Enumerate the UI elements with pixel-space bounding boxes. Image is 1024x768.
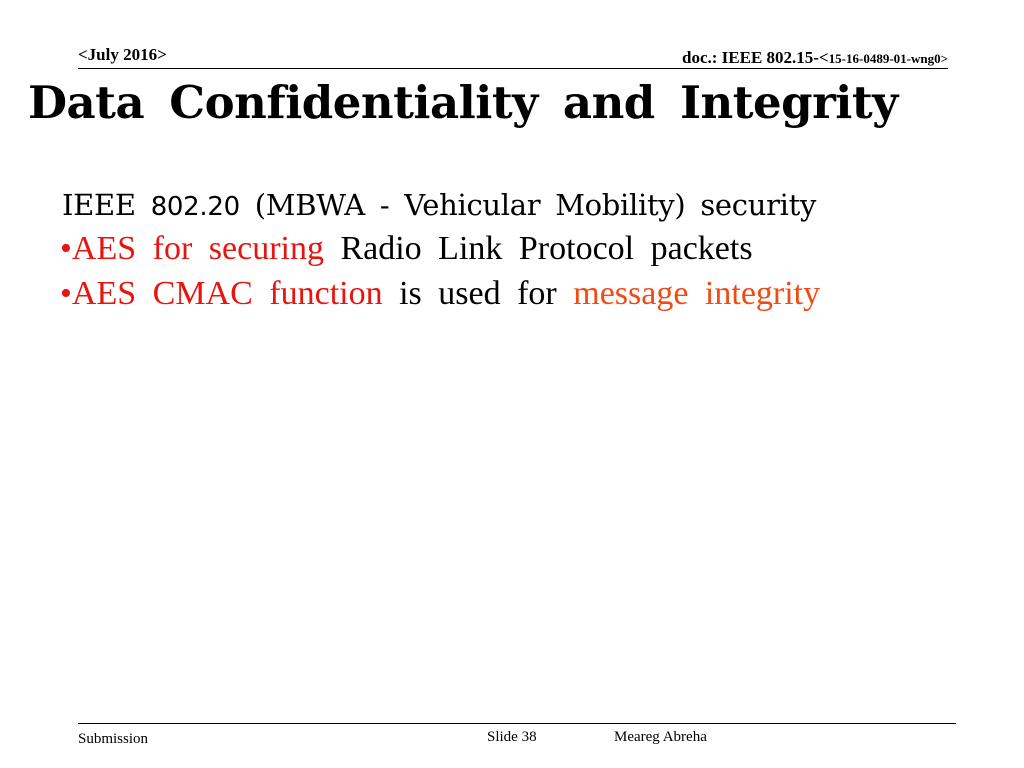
- header-doc-number: 15-16-0489-01-wng0>: [828, 51, 948, 66]
- bullet-highlight: AES for securing: [71, 230, 324, 267]
- footer-author: Meareg Abreha: [614, 729, 707, 745]
- bullet-marker: •: [60, 275, 72, 312]
- bullet-highlight: AES CMAC function: [71, 275, 383, 312]
- slide-subheading: [62, 188, 816, 222]
- footer-slide-number: Slide 38: [487, 729, 537, 745]
- footer-divider: [78, 723, 956, 724]
- header-date: <July 2016>: [78, 45, 167, 64]
- bullet-text: is used for: [382, 275, 574, 312]
- subheading-prefix: IEEE: [62, 188, 151, 222]
- bullet-highlight-integrity: message integrity: [573, 275, 821, 312]
- bullet-item-aes-rlp: [60, 230, 753, 268]
- footer-submission: Submission: [78, 731, 149, 747]
- header-divider: [78, 68, 948, 69]
- slide-title: Data Confidentiality and Integrity: [28, 76, 898, 129]
- header-doc-prefix: doc.: IEEE 802.15-<: [682, 48, 829, 67]
- subheading-standard-number: 802.20: [150, 192, 240, 222]
- bullet-marker: •: [60, 230, 72, 267]
- subheading-rest: (MBWA - Vehicular Mobility) security: [239, 188, 817, 222]
- bullet-item-aes-cmac: [60, 275, 820, 313]
- header-doc-id: [682, 48, 948, 68]
- bullet-text: Radio Link Protocol packets: [323, 230, 753, 267]
